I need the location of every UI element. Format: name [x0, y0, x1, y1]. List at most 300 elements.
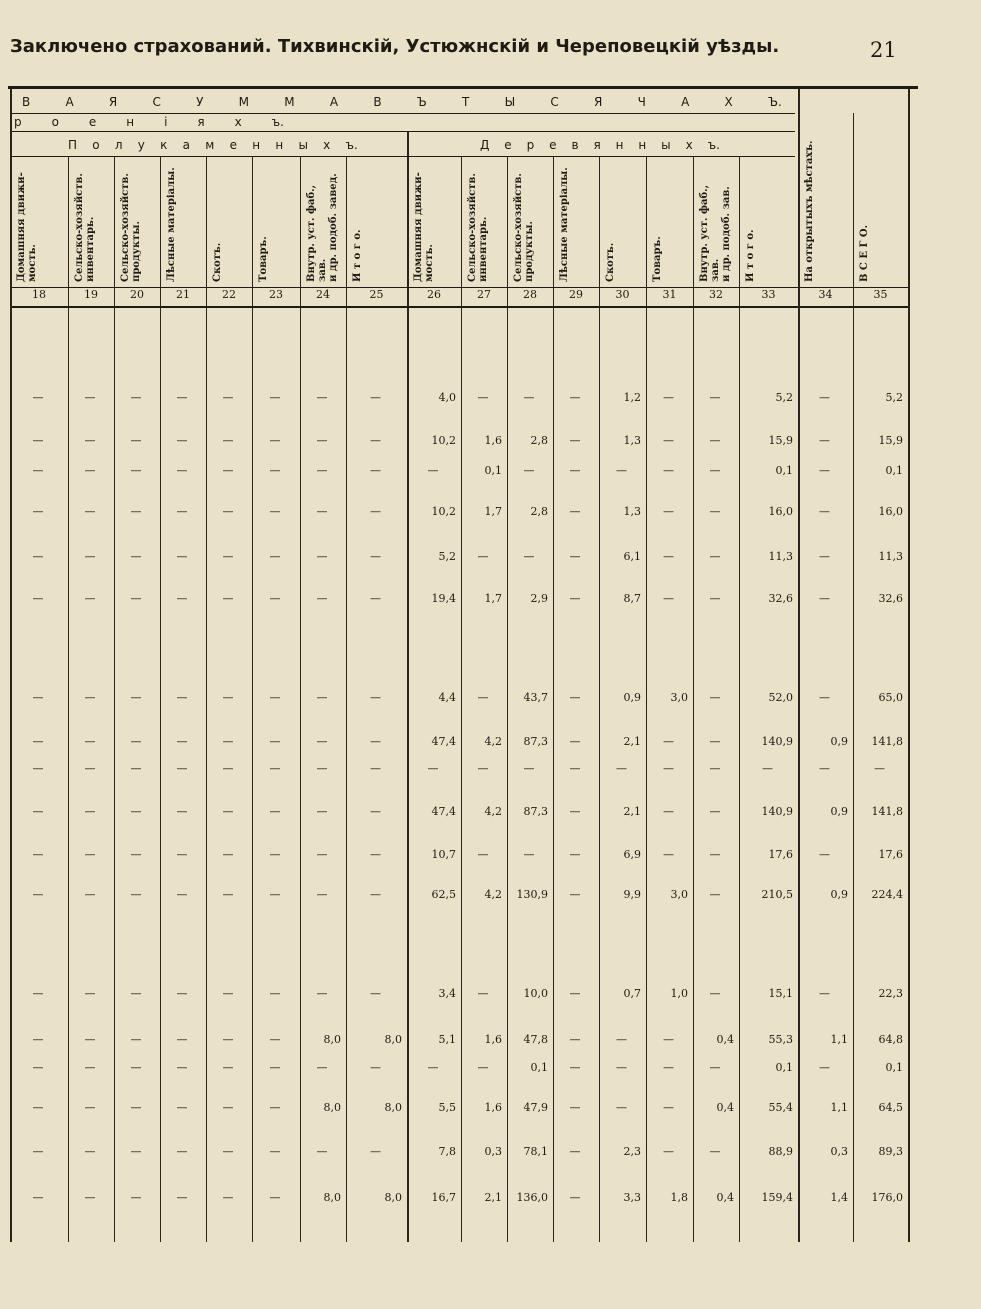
header-letter: В: [22, 95, 31, 109]
column-heading: Внутр. уст. фаб., зав. и др. подоб. завед.: [306, 173, 339, 282]
column-heading: Товаръ.: [652, 236, 663, 282]
column-number: 21: [176, 288, 190, 301]
table-cell: 6,1: [623, 550, 641, 563]
table-cell: —: [663, 550, 674, 563]
table-cell: 0,9: [830, 735, 848, 748]
table-cell: 1,1: [830, 1101, 848, 1114]
table-cell: —: [130, 735, 142, 748]
table-cell: —: [84, 691, 96, 704]
table-cell: —: [819, 691, 830, 704]
table-cell: —: [176, 735, 188, 748]
column-heading: Сельско-хозяйств. инвентарь.: [467, 173, 489, 282]
column-number: 30: [615, 288, 630, 301]
table-cell: 11,3: [768, 550, 793, 563]
column-number: 35: [873, 288, 888, 301]
table-cell: —: [709, 848, 721, 861]
header-bottom-rule: [10, 306, 908, 308]
header-letter: Ч: [637, 95, 646, 109]
table-cell: —: [176, 505, 188, 518]
table-cell: —: [269, 1191, 281, 1204]
table-cell: —: [569, 762, 581, 775]
table-cell: 3,0: [670, 691, 688, 704]
table-cell: 15,9: [768, 434, 793, 447]
table-cell: 3,0: [670, 888, 688, 901]
table-cell: —: [819, 505, 830, 518]
table-cell: —: [222, 592, 234, 605]
column-number: 29: [569, 288, 583, 301]
table-cell: 1,3: [623, 505, 641, 518]
table-cell: 0,9: [623, 691, 641, 704]
table-cell: —: [130, 1033, 142, 1046]
table-cell: —: [84, 505, 96, 518]
page-title: Заключено страхований. Тихвинскій, Устюжнскій и Череповецкій уѣзды.: [10, 36, 780, 57]
table-cell: —: [269, 391, 281, 404]
table-cell: —: [32, 434, 44, 447]
column-heading: Домашняя движи- мость.: [16, 172, 38, 282]
table-cell: 0,7: [623, 987, 641, 1000]
table-cell: —: [370, 550, 381, 563]
column-number: 19: [84, 288, 98, 301]
table-cell: —: [370, 888, 381, 901]
table-cell: —: [569, 550, 581, 563]
table-cell: —: [316, 691, 328, 704]
table-cell: —: [84, 1191, 96, 1204]
table-cell: 159,4: [761, 1191, 793, 1204]
table-cell: —: [663, 762, 674, 775]
table-cell: —: [523, 762, 535, 775]
table-cell: 1,7: [484, 592, 502, 605]
header-letter: Я: [108, 95, 118, 109]
header-letter: к: [160, 138, 168, 152]
table-cell: 10,0: [523, 987, 548, 1000]
table-cell: 0,3: [484, 1145, 502, 1158]
table-cell: 22,3: [878, 987, 903, 1000]
table-cell: 0,9: [830, 805, 848, 818]
table-cell: 87,3: [523, 735, 548, 748]
header-letter: ъ.: [707, 138, 720, 152]
table-cell: 141,8: [871, 805, 903, 818]
table-cell: —: [316, 888, 328, 901]
header-letter: у: [137, 138, 145, 152]
table-cell: 0,1: [885, 1061, 903, 1074]
table-cell: —: [222, 805, 234, 818]
table-cell: 0,1: [885, 464, 903, 477]
table-cell: 2,1: [484, 1191, 502, 1204]
table-cell: —: [130, 987, 142, 1000]
table-cell: —: [616, 762, 627, 775]
table-cell: —: [84, 805, 96, 818]
table-cell: —: [316, 762, 328, 775]
header-band-derevyannyh: [480, 136, 720, 154]
table-cell: —: [370, 762, 381, 775]
table-cell: 0,1: [484, 464, 502, 477]
table-cell: —: [663, 434, 674, 447]
header-letter: Х: [724, 95, 733, 109]
table-cell: —: [222, 550, 234, 563]
table-cell: 0,4: [716, 1033, 734, 1046]
header-letter: ъ.: [345, 138, 358, 152]
column-divider: [346, 157, 347, 1242]
column-number: 23: [269, 288, 283, 301]
table-cell: 0,1: [530, 1061, 548, 1074]
table-cell: —: [709, 691, 721, 704]
table-cell: —: [523, 464, 535, 477]
table-cell: —: [176, 464, 188, 477]
table-cell: 17,6: [768, 848, 793, 861]
table-cell: —: [616, 1061, 627, 1074]
header-band-polukamennyh: [68, 136, 358, 154]
table-cell: —: [269, 848, 281, 861]
table-cell: 210,5: [761, 888, 793, 901]
table-cell: 0,9: [830, 888, 848, 901]
table-cell: —: [663, 805, 674, 818]
header-letter: С: [550, 95, 559, 109]
table-cell: 8,0: [323, 1033, 341, 1046]
table-cell: —: [84, 762, 96, 775]
table-cell: 62,5: [431, 888, 456, 901]
table-cell: —: [316, 1145, 328, 1158]
table-cell: —: [663, 735, 674, 748]
table-cell: —: [370, 1145, 381, 1158]
header-letter: м: [205, 138, 215, 152]
table-cell: 1,7: [484, 505, 502, 518]
table-cell: —: [222, 1101, 234, 1114]
table-cell: —: [663, 464, 674, 477]
table-cell: 3,3: [623, 1191, 641, 1204]
table-cell: 2,1: [623, 735, 641, 748]
table-cell: —: [370, 848, 381, 861]
table-cell: —: [316, 735, 328, 748]
table-cell: —: [316, 592, 328, 605]
table-cell: —: [427, 762, 439, 775]
table-cell: 15,1: [768, 987, 793, 1000]
table-cell: 64,8: [878, 1033, 903, 1046]
table-cell: —: [709, 592, 721, 605]
table-cell: 7,8: [438, 1145, 456, 1158]
header-letter: П: [68, 138, 78, 152]
column-divider: [507, 157, 508, 1242]
table-cell: 0,4: [716, 1101, 734, 1114]
header-letter: н: [275, 138, 284, 152]
table-cell: —: [269, 592, 281, 605]
header-letter: н: [638, 138, 647, 152]
table-cell: —: [222, 848, 234, 861]
column-number: 27: [477, 288, 491, 301]
table-cell: —: [569, 391, 581, 404]
table-cell: —: [32, 505, 44, 518]
table-cell: —: [370, 464, 381, 477]
table-cell: —: [523, 550, 535, 563]
header-letter: і: [164, 115, 168, 129]
table-cell: —: [819, 848, 830, 861]
table-cell: 140,9: [761, 805, 793, 818]
header-letter: ъ.: [271, 115, 284, 129]
table-cell: —: [569, 805, 581, 818]
table-cell: 2,8: [530, 505, 548, 518]
column-divider: [553, 157, 554, 1242]
table-cell: —: [32, 1191, 44, 1204]
table-cell: —: [84, 735, 96, 748]
table-cell: —: [176, 691, 188, 704]
table-cell: —: [569, 592, 581, 605]
table-cell: —: [176, 592, 188, 605]
table-cell: 65,0: [878, 691, 903, 704]
table-cell: 2,9: [530, 592, 548, 605]
table-cell: —: [176, 848, 188, 861]
table-cell: 78,1: [523, 1145, 548, 1158]
column-number: 32: [709, 288, 723, 301]
column-number: 20: [130, 288, 144, 301]
table-cell: —: [222, 1033, 234, 1046]
table-cell: —: [130, 805, 142, 818]
table-cell: —: [269, 1145, 281, 1158]
table-cell: 1,6: [484, 1101, 502, 1114]
table-cell: —: [663, 1061, 674, 1074]
table-cell: —: [269, 691, 281, 704]
table-cell: —: [32, 1145, 44, 1158]
table-cell: —: [370, 691, 381, 704]
header-letter: М: [284, 95, 295, 109]
table-cell: —: [130, 762, 142, 775]
table-cell: —: [709, 464, 721, 477]
table-cell: 47,9: [523, 1101, 548, 1114]
table-cell: —: [370, 987, 381, 1000]
table-cell: —: [32, 1033, 44, 1046]
table-cell: —: [709, 1145, 721, 1158]
column-number: 34: [818, 288, 833, 301]
table-cell: 47,4: [431, 735, 456, 748]
column-divider: [599, 157, 600, 1242]
table-cell: 88,9: [768, 1145, 793, 1158]
table-cell: —: [477, 987, 489, 1000]
header-letter: н: [615, 138, 624, 152]
table-cell: —: [32, 550, 44, 563]
table-cell: —: [130, 464, 142, 477]
table-cell: —: [663, 391, 674, 404]
column-heading: Домашняя движи- мость.: [413, 172, 435, 282]
table-cell: 16,7: [431, 1191, 456, 1204]
table-cell: 2,3: [623, 1145, 641, 1158]
table-cell: —: [569, 1101, 581, 1114]
table-cell: —: [316, 550, 328, 563]
table-cell: —: [176, 550, 188, 563]
table-cell: —: [130, 592, 142, 605]
table-cell: —: [222, 391, 234, 404]
table-cell: —: [176, 888, 188, 901]
column-heading: Сельско-хозяйств. продукты.: [513, 173, 535, 282]
column-heading: Лѣсные матеріалы.: [559, 167, 570, 282]
header-letter: Т: [462, 95, 470, 109]
table-cell: 0,1: [775, 464, 793, 477]
table-cell: —: [32, 987, 44, 1000]
header-letter: В: [373, 95, 382, 109]
table-cell: —: [819, 464, 830, 477]
header-letter: р: [14, 115, 22, 129]
header-letter: х: [323, 138, 331, 152]
table-cell: 4,2: [484, 805, 502, 818]
header-letter: Ы: [504, 95, 516, 109]
table-cell: 140,9: [761, 735, 793, 748]
table-cell: —: [269, 464, 281, 477]
table-cell: 4,0: [438, 391, 456, 404]
table-cell: —: [370, 1061, 381, 1074]
table-cell: —: [222, 464, 234, 477]
table-cell: 136,0: [516, 1191, 548, 1204]
table-cell: —: [176, 1145, 188, 1158]
table-cell: —: [84, 391, 96, 404]
header-letter: а: [182, 138, 191, 152]
header-letter: е: [88, 115, 97, 129]
table-cell: —: [370, 434, 381, 447]
column-number: 28: [523, 288, 537, 301]
column-divider: [646, 157, 647, 1242]
table-cell: —: [819, 592, 830, 605]
column-number: 24: [316, 288, 330, 301]
table-cell: —: [32, 691, 44, 704]
table-cell: —: [130, 1145, 142, 1158]
table-cell: —: [84, 848, 96, 861]
table-cell: —: [569, 735, 581, 748]
table-cell: —: [370, 805, 381, 818]
column-divider: [693, 157, 694, 1242]
table-cell: 1,6: [484, 434, 502, 447]
table-cell: —: [32, 391, 44, 404]
table-cell: —: [130, 434, 142, 447]
table-cell: —: [819, 550, 830, 563]
table-cell: —: [477, 848, 489, 861]
table-cell: —: [370, 505, 381, 518]
table-cell: —: [130, 888, 142, 901]
header-band-sum-in-thousands: [22, 93, 782, 111]
table-cell: —: [176, 1033, 188, 1046]
column-divider: [798, 89, 800, 1242]
table-cell: 5,2: [438, 550, 456, 563]
table-cell: —: [176, 805, 188, 818]
table-cell: 8,0: [384, 1101, 402, 1114]
table-cell: —: [222, 691, 234, 704]
table-cell: —: [176, 1101, 188, 1114]
header-letter: А: [681, 95, 690, 109]
table-cell: —: [176, 391, 188, 404]
table-cell: 1,3: [623, 434, 641, 447]
table-cell: —: [176, 434, 188, 447]
table-cell: —: [222, 987, 234, 1000]
column-number: 26: [427, 288, 441, 301]
table-cell: 8,0: [323, 1191, 341, 1204]
table-cell: —: [569, 691, 581, 704]
table-cell: —: [316, 505, 328, 518]
column-heading: Товаръ.: [258, 236, 269, 282]
table-cell: 4,2: [484, 735, 502, 748]
column-number: 18: [32, 288, 46, 301]
header-letter: А: [329, 95, 339, 109]
header-letter: С: [152, 95, 161, 109]
table-cell: —: [130, 1101, 142, 1114]
table-cell: 1,0: [670, 987, 688, 1000]
table-cell: —: [663, 505, 674, 518]
table-cell: 1,2: [623, 391, 641, 404]
table-cell: —: [269, 735, 281, 748]
table-cell: —: [269, 1101, 281, 1114]
table-cell: —: [709, 888, 721, 901]
column-heading: Скотъ.: [212, 242, 223, 282]
table-cell: —: [709, 805, 721, 818]
table-cell: —: [176, 987, 188, 1000]
table-cell: —: [569, 505, 581, 518]
table-cell: —: [370, 735, 381, 748]
column-divider: [114, 157, 115, 1242]
header-letter: я: [197, 115, 205, 129]
table-cell: 0,1: [775, 1061, 793, 1074]
table-cell: —: [222, 1191, 234, 1204]
table-cell: —: [427, 1061, 439, 1074]
table-cell: —: [269, 888, 281, 901]
table-cell: —: [269, 434, 281, 447]
table-cell: 1,1: [830, 1033, 848, 1046]
table-cell: 43,7: [523, 691, 548, 704]
column-number: 33: [761, 288, 776, 301]
column-divider: [908, 89, 910, 1242]
table-cell: —: [819, 434, 830, 447]
header-letter: Д: [480, 138, 490, 152]
table-cell: —: [130, 391, 142, 404]
header-letter: х: [234, 115, 242, 129]
table-cell: —: [663, 1145, 674, 1158]
table-cell: —: [709, 505, 721, 518]
table-cell: —: [84, 1033, 96, 1046]
table-cell: 16,0: [768, 505, 793, 518]
table-cell: —: [819, 762, 830, 775]
table-cell: 64,5: [878, 1101, 903, 1114]
table-cell: —: [84, 434, 96, 447]
table-cell: —: [569, 434, 581, 447]
table-cell: —: [316, 464, 328, 477]
table-cell: 10,2: [431, 434, 456, 447]
table-cell: —: [84, 1101, 96, 1114]
table-cell: —: [269, 762, 281, 775]
table-cell: —: [316, 434, 328, 447]
table-cell: —: [32, 848, 44, 861]
table-cell: —: [427, 464, 439, 477]
table-cell: —: [663, 1101, 674, 1114]
table-cell: —: [316, 848, 328, 861]
table-cell: —: [130, 1061, 142, 1074]
table-cell: 5,2: [885, 391, 903, 404]
table-cell: 5,2: [775, 391, 793, 404]
table-cell: —: [316, 1061, 328, 1074]
column-number: 25: [369, 288, 384, 301]
header-letter: е: [549, 138, 557, 152]
table-cell: —: [84, 987, 96, 1000]
table-cell: —: [176, 1191, 188, 1204]
header-letter: е: [504, 138, 512, 152]
header-letter: л: [114, 138, 123, 152]
table-cell: 8,0: [323, 1101, 341, 1114]
table-cell: 9,9: [623, 888, 641, 901]
column-heading: И т о г о.: [352, 229, 363, 282]
table-cell: 55,4: [768, 1101, 793, 1114]
table-cell: 3,4: [438, 987, 456, 1000]
table-cell: —: [269, 1033, 281, 1046]
table-cell: 2,8: [530, 434, 548, 447]
header-letter: о: [92, 138, 100, 152]
column-number: 22: [222, 288, 236, 301]
table-cell: 176,0: [871, 1191, 903, 1204]
table-cell: —: [569, 1033, 581, 1046]
column-number: 31: [662, 288, 677, 301]
table-cell: —: [477, 391, 489, 404]
table-cell: —: [222, 434, 234, 447]
